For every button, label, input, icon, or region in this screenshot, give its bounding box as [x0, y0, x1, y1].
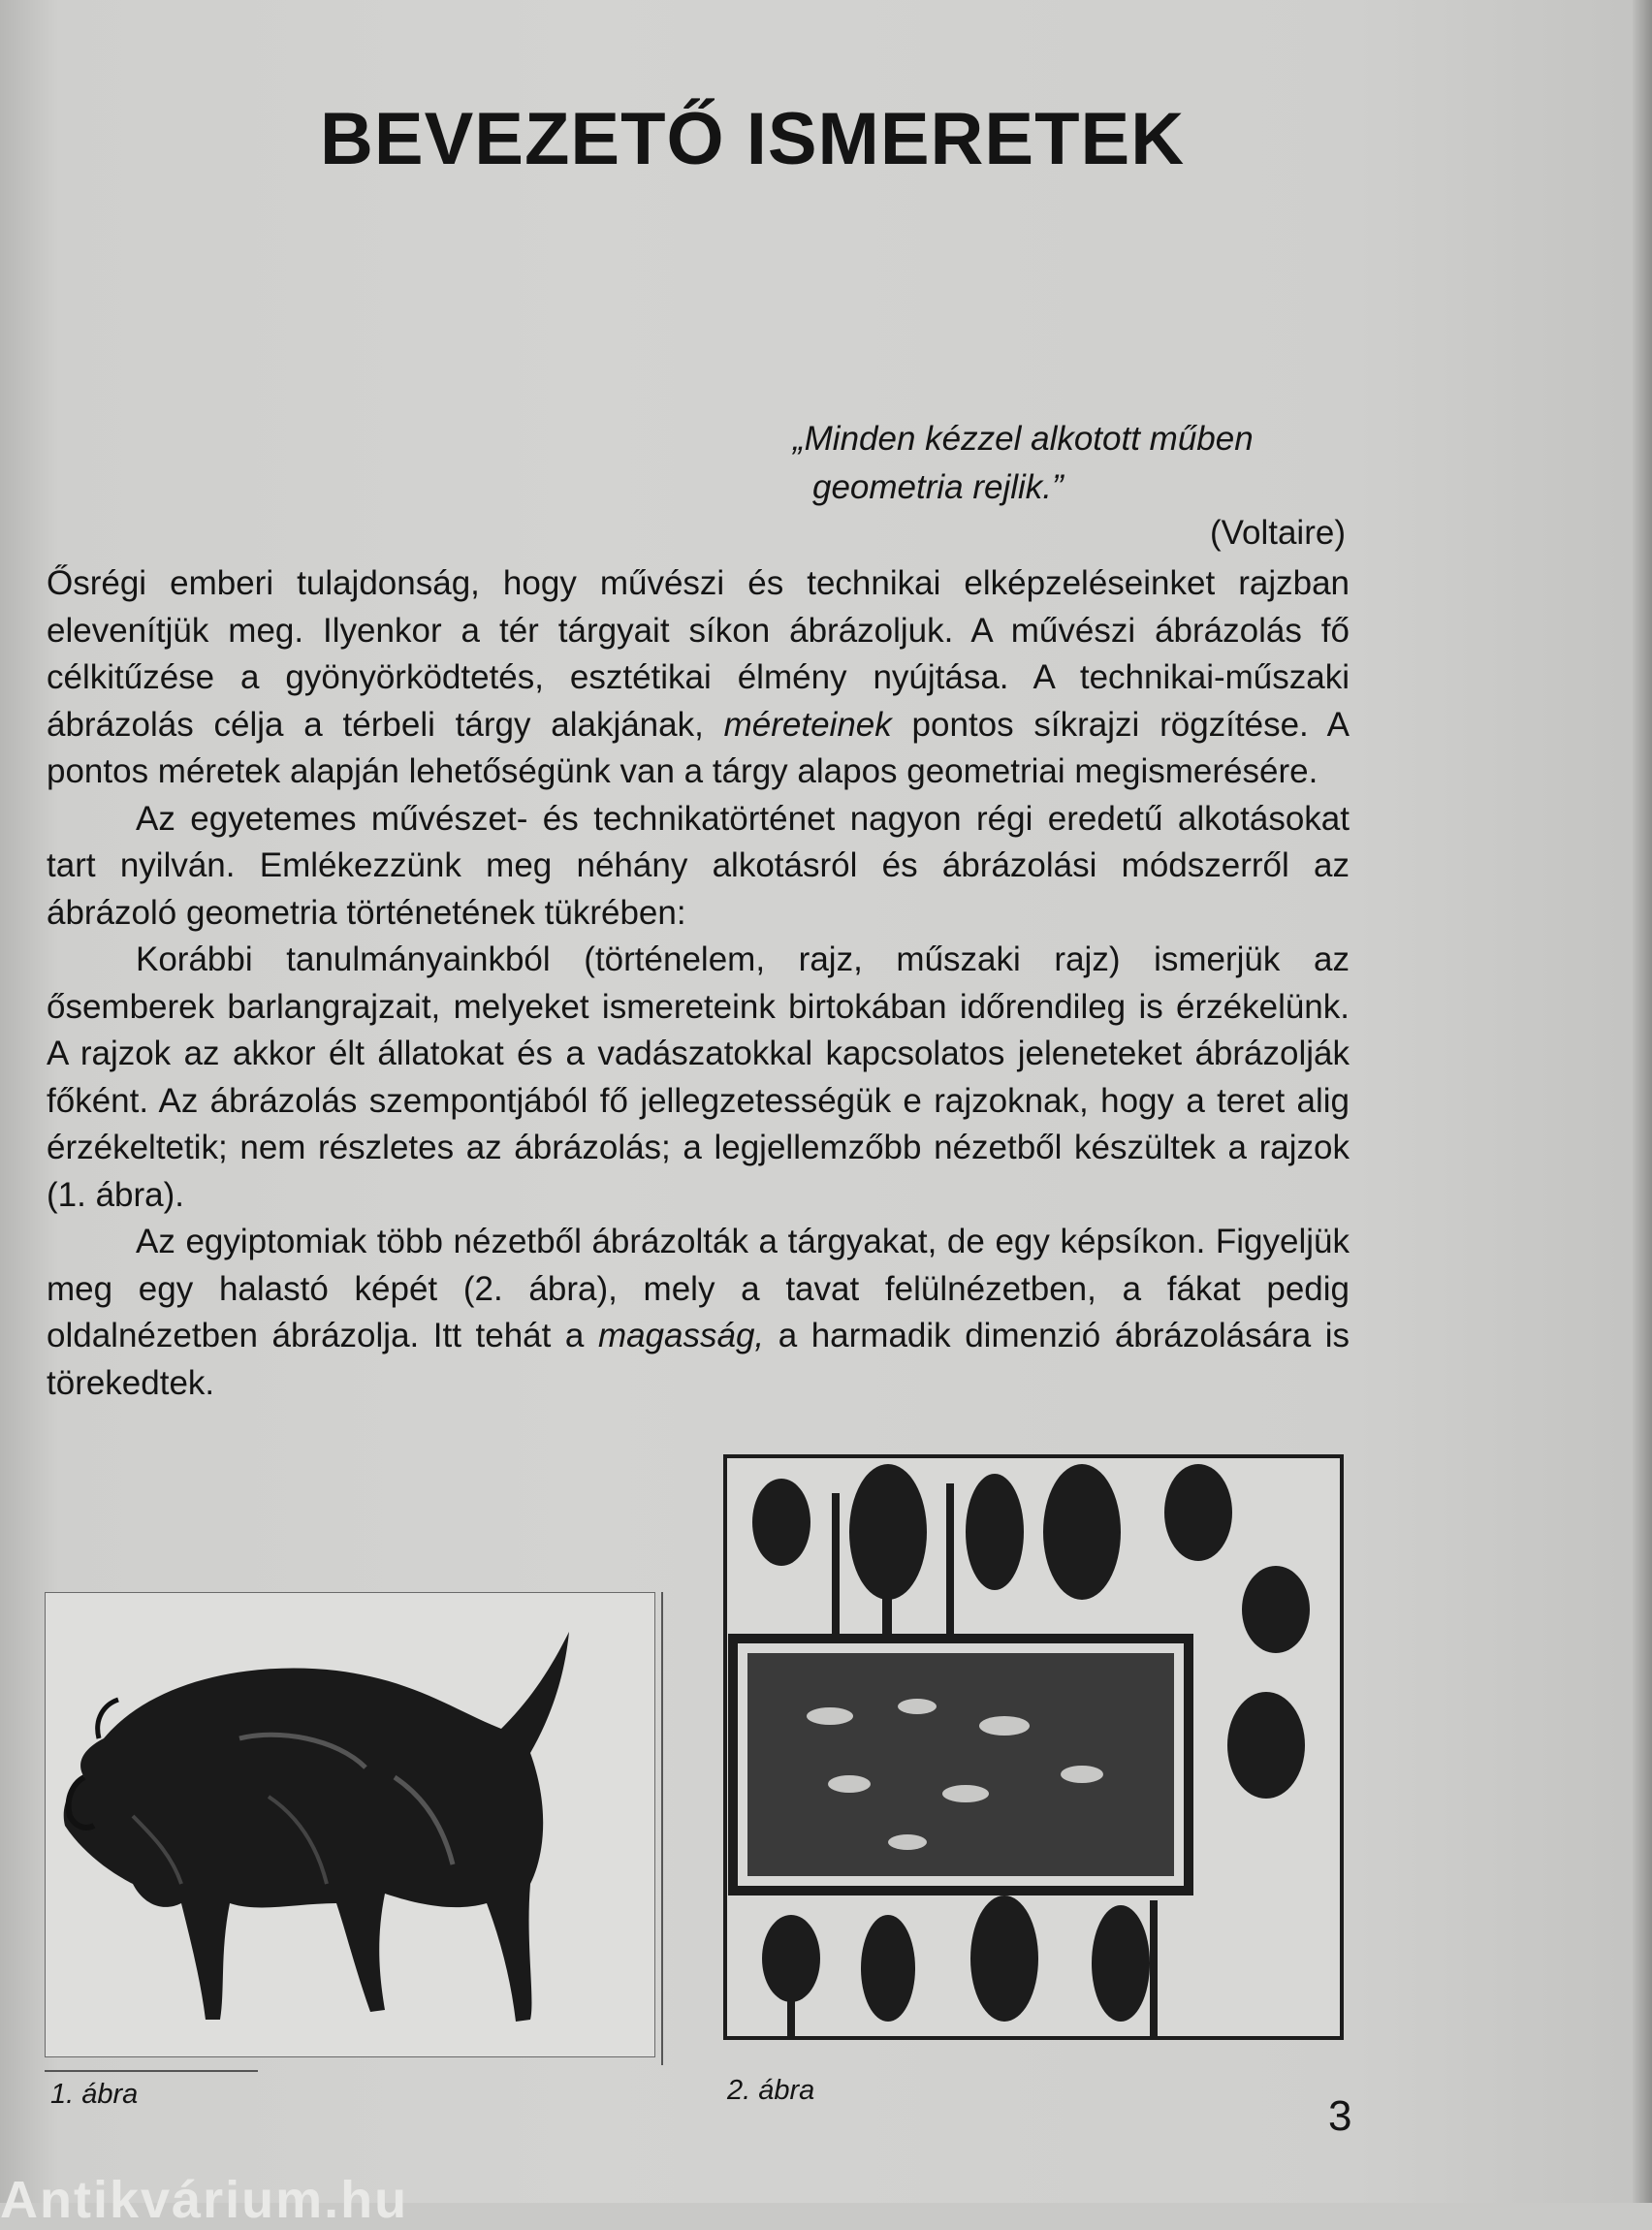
- fishpond-illustration: [723, 1454, 1344, 2040]
- figure-1-caption: 1. ábra: [50, 2079, 139, 2110]
- figure-1-bison-cave-painting: [45, 1592, 655, 2057]
- epigraph-quote: [793, 415, 1346, 512]
- paragraph-1-emphasis: méreteinek: [723, 705, 892, 744]
- watermark: Antikvárium.hu: [0, 2171, 409, 2229]
- paragraph-1-text: Ősrégi emberi tulajdonság, hogy művészi és technikai elképzeléseinket rajzban elevenítjük meg. Ilyenkor a tér tárgyait síkon ábrázoljuk. A művészi ábrázolás fő célkitűzése a gyönyörködtetés, esztétikai élmény nyújtása. A technikai-műszaki ábrázolás célja a térbeli tárgy alakjának,: [47, 564, 1350, 744]
- page-edge-shadow: [1633, 0, 1652, 2203]
- body-text: [47, 560, 1350, 1407]
- figure-divider-vertical: [661, 1592, 663, 2065]
- figure-2-caption: 2. ábra: [727, 2075, 815, 2106]
- page-number: 3: [1328, 2092, 1352, 2140]
- paragraph-2: Az egyetemes művészet- és technikatörténet nagyon régi eredetű alkotásokat tart nyilván. Emlékezzünk meg néhány alkotásról és ábrázolási módszerről az ábrázoló geometria történetének tükrében:: [47, 799, 1350, 932]
- paragraph-1: [47, 560, 1350, 796]
- paragraph-4: [47, 1219, 1350, 1407]
- epigraph-line-1: „Minden kézzel alkotott műben: [793, 420, 1254, 458]
- epigraph-author: (Voltaire): [1209, 514, 1346, 552]
- epigraph-line-2: geometria rejlik.”: [812, 468, 1064, 506]
- paragraph-1-end: pontos síkrajzi rögzítése. A pontos méretek alapján lehetőségünk van a tárgy alapos geometriai megismerésére.: [47, 705, 1350, 790]
- paragraph-4-end: a harmadik dimenzió ábrázolására is törekedtek.: [47, 1317, 1350, 1402]
- bison-illustration: [46, 1593, 654, 2056]
- figure-divider-horizontal: [45, 2070, 258, 2072]
- figure-2-egyptian-fishpond: [723, 1454, 1344, 2040]
- paragraph-4-text: Az egyiptomiak több nézetből ábrázolták a tárgyakat, de egy képsíkon. Figyeljük meg egy halastó képét (2. ábra), mely a tavat felülnézetben, a fákat pedig oldalnézetben ábrázolja. Itt tehát a: [47, 1223, 1350, 1354]
- page-title: BEVEZETŐ ISMERETEK: [320, 98, 1186, 180]
- paragraph-4-emphasis: magasság,: [597, 1317, 765, 1354]
- paragraph-3: Korábbi tanulmányainkból (történelem, rajz, műszaki rajz) ismerjük az ősemberek barlangrajzait, melyeket ismereteink birtokában időrendileg is érzékelünk. A rajzok az akkor élt állatokat és a vadászatokkal kapcsolatos jeleneteket ábrázolják főként. Az ábrázolás szempontjából fő jellegzetességük e rajzoknak, hogy a teret alig érzékeltetik; nem részletes az ábrázolás; a legjellemzőbb nézetből készültek a rajzok (1. ábra).: [47, 940, 1350, 1214]
